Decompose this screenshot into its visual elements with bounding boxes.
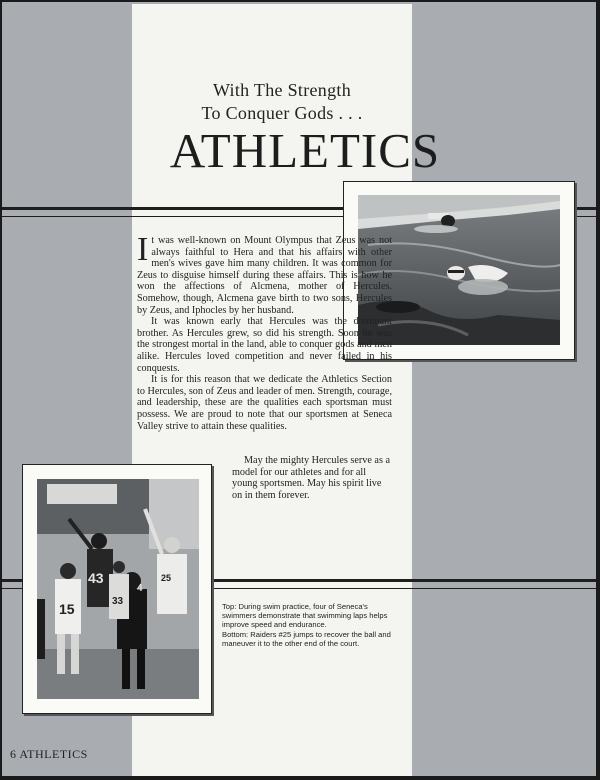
paragraph-1-text: t was well-known on Mount Olympus that Zeus was not always faithful to Hera and that his affairs with other men's wives gave him many children. It was common for Zeus to disguise himself during these affairs. This is how he won the affections of Alcmena, mother of Hercules. Somehow, though, Alcmena gave birth to two sons, Hercules by Zeus, and Iphocles by her husband. xyxy=(137,235,392,316)
page-title: ATHLETICS xyxy=(169,123,441,178)
upper-rule-thin xyxy=(2,216,347,217)
basketball-photo-frame xyxy=(22,464,212,714)
paragraph-4: May the mighty Hercules serve as a model for our athletes and for all young sportsmen. May his spirit live on in them forever. xyxy=(232,455,390,501)
caption-top: Top: During swim practice, four of Seneca's swimmers demonstrate that swimming laps helps improve speed and endurance. xyxy=(222,602,388,630)
paragraph-2: It was known early that Hercules was the dominant brother. As Hercules grew, so did his strength. Soon he was the strongest mortal in the land, able to conquer gods and men alike. Hercules loved competition and never failed in his conquests. xyxy=(137,316,392,374)
upper-rule xyxy=(2,207,347,210)
jersey-number-25: 25 xyxy=(161,573,172,583)
yearbook-page xyxy=(2,2,596,776)
photo-caption xyxy=(222,602,392,648)
upper-rule-right xyxy=(572,207,596,210)
caption-bottom: Bottom: Raiders #25 jumps to recover the ball and maneuver it to the other end of the court. xyxy=(222,629,391,648)
drop-cap: I xyxy=(137,231,149,268)
article-body xyxy=(137,231,392,432)
tagline-line-2: To Conquer Gods . . . xyxy=(201,103,363,123)
jersey-number-43: 43 xyxy=(88,570,104,586)
jersey-number-4: 4 xyxy=(137,583,143,594)
jersey-number-33: 33 xyxy=(112,596,124,607)
basketball-photo xyxy=(37,479,199,699)
jersey-number-15: 15 xyxy=(59,601,75,617)
basketball-photo-image xyxy=(37,479,199,699)
page-folio: 6 ATHLETICS xyxy=(10,747,88,761)
tagline-line-1: With The Strength xyxy=(212,80,352,100)
paragraph-3: It is for this reason that we dedicate the Athletics Section to Hercules, son of Zeus and leader of men. Strength, courage, and leadership, these are the qualities each sportsman must possess. We are proud to note that our sportsmen at Seneca Valley strive to attain these qualities. xyxy=(137,374,392,432)
upper-rule-right-thin xyxy=(572,216,596,217)
paragraph-1 xyxy=(137,231,392,316)
